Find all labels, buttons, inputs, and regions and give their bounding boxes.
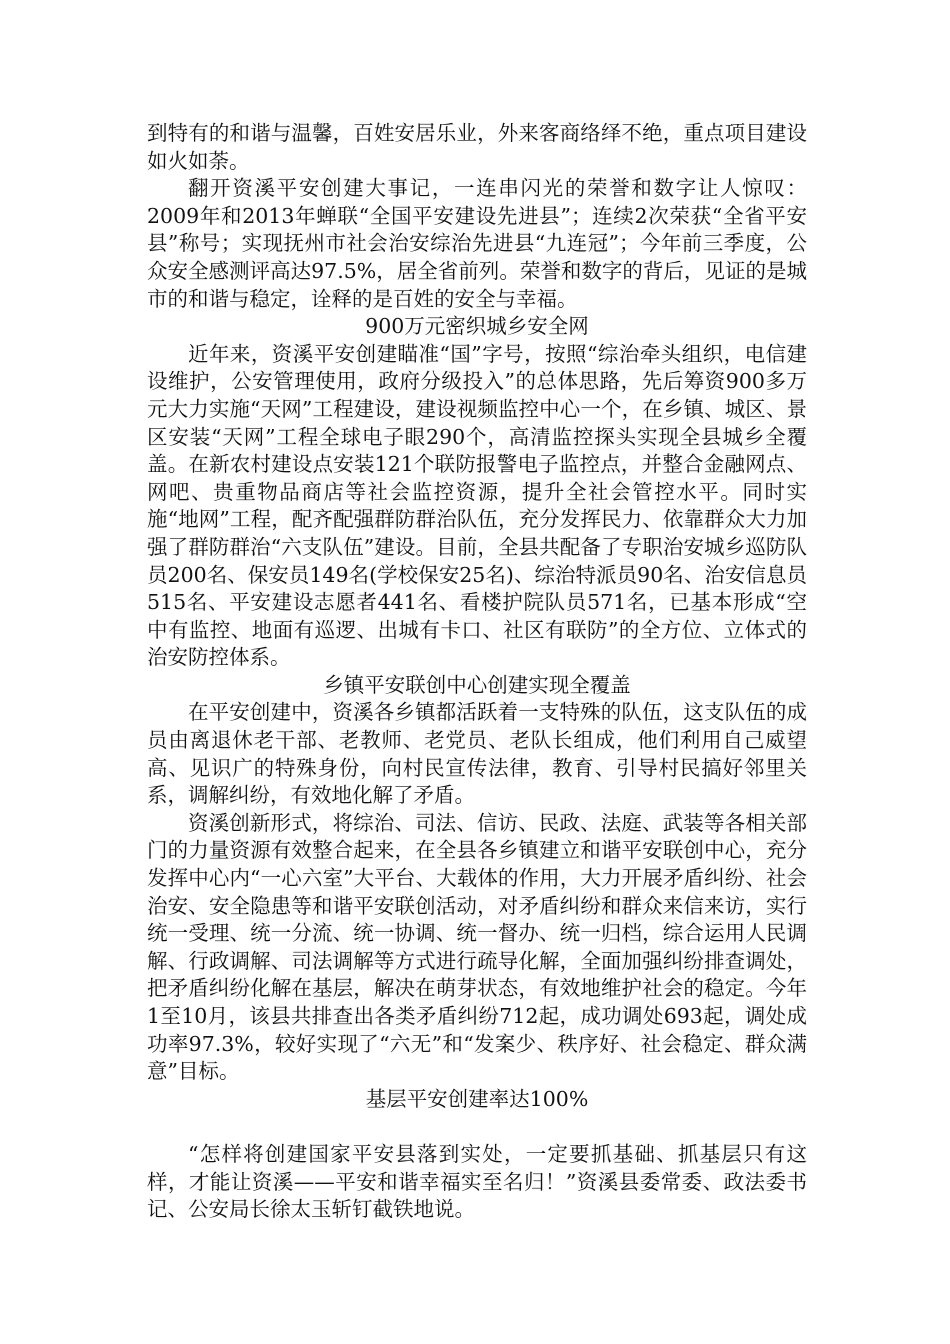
paragraph-safety-net: 近年来，资溪平安创建瞄准“国”字号，按照“综治牵头组织，电信建设维护，公安管理使用，政府分级投入”的总体思路，先后筹资900多万元大力实施“天网”工程建设，建设视频监控中心一个，在乡镇、城区、景区安装“天网”工程全球电子眼290个，高清监控探头实现全县城乡全覆盖。在新农村建设点安装121个联防报警电子监控点，并整合金融网点、网吧、贵重物品商店等社会监控资源，提升全社会管控水平。同时实施“地网”工程，配齐配强群防群治队伍，充分发挥民力、依靠群众大力加强了群防群治“六支队伍”建设。目前，全县共配备了专职治安城乡巡防队员200名、保安员149名(学校保安25名)、综治特派员90名、治安信息员515名、平安建设志愿者441名、看楼护院队员571名，已基本形成“空中有监控、地面有巡逻、出城有卡口、社区有联防”的全方位、立体式的治安防控体系。: [147, 341, 807, 670]
section-heading-safety-net: 900万元密织城乡安全网: [365, 314, 589, 339]
paragraph-mediation-center: 资溪创新形式，将综治、司法、信访、民政、法庭、武装等各相关部门的力量资源有效整合起来，在全县各乡镇建立和谐平安联创中心，充分发挥中心内“一心六室”大平台、大载体的作用，大力开展矛盾纠纷、社会治安、安全隐患等和谐平安联创活动，对矛盾纠纷和群众来信来访，实行统一受理、统一分流、统一协调、统一督办、统一归档，综合运用人民调解、行政调解、司法调解等方式进行疏导化解，全面加强纠纷排查调处，把矛盾纠纷化解在基层，解决在萌芽状态，有效地维护社会的稳定。今年1至10月，该县共排查出各类矛盾纠纷712起，成功调处693起，调处成功率97.3%，较好实现了“六无”和“发案少、秩序好、社会稳定、群众满意”目标。: [147, 810, 807, 1084]
paragraph-intro-continued: 到特有的和谐与温馨，百姓安居乐业，外来客商络绎不绝，重点项目建设如火如荼。: [147, 121, 807, 173]
section-heading-township-center: 乡镇平安联创中心创建实现全覆盖: [323, 672, 631, 697]
paragraph-honors: 翻开资溪平安创建大事记，一连串闪光的荣誉和数字让人惊叹：2009年和2013年蝉联“全国平安建设先进县”；连续2次荣获“全省平安县”称号；实现抚州市社会治安综治先进县“九连冠”；今年前三季度，公众安全感测评高达97.5%，居全省前列。荣誉和数字的背后，见证的是城市的和谐与稳定，诠释的是百姓的安全与幸福。: [147, 176, 807, 311]
blank-line: [147, 1113, 807, 1141]
paragraph-special-team: 在平安创建中，资溪各乡镇都活跃着一支特殊的队伍，这支队伍的成员由离退休老干部、老教师、老党员、老队长组成，他们利用自己威望高、见识广的特殊身份，向村民宣传法律，教育、引导村民搞好邻里关系，调解纠纷，有效地化解了矛盾。: [147, 700, 807, 808]
section-heading-grassroots: 基层平安创建率达100%: [365, 1086, 589, 1111]
paragraph-quote: “怎样将创建国家平安县落到实处，一定要抓基础、抓基层只有这样，才能让资溪——平安和谐幸福实至名归！”资溪县委常委、政法委书记、公安局长徐太玉斩钉截铁地说。: [147, 1141, 807, 1222]
document-page: [147, 120, 807, 1224]
